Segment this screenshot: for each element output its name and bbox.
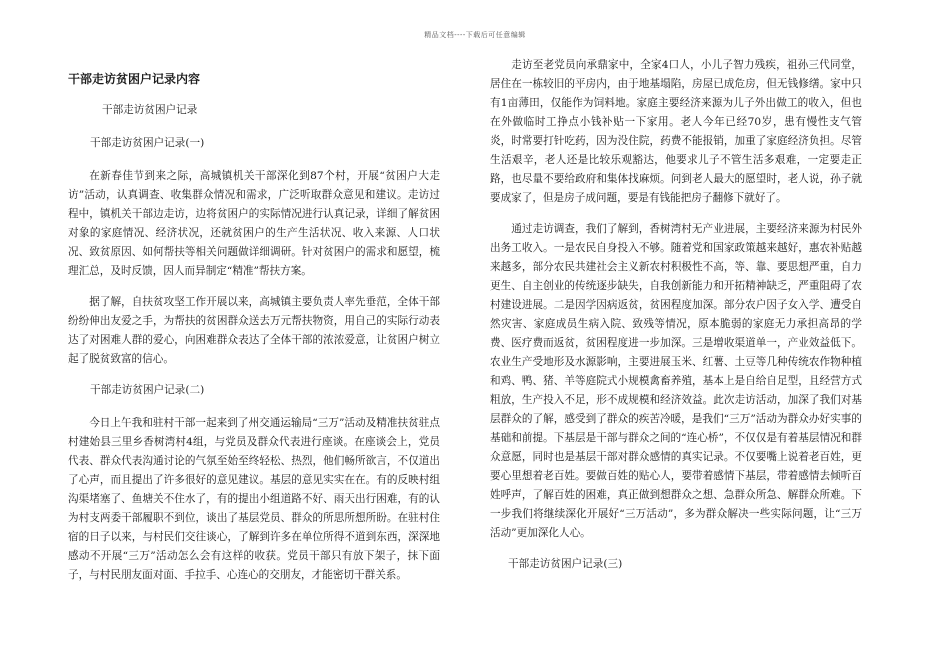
header-note: 精品文档----下载后可任意编辑	[424, 31, 526, 39]
section-heading-3: 干部走访贫困户记录(三)	[508, 558, 623, 570]
left-column	[68, 60, 440, 585]
paragraph: 据了解，自扶贫攻坚工作开展以来，高城镇主要负责人率先垂范，全体干部纷纷伸出友爱之手，为帮扶的贫困群众送去万元帮扶物资，用自己的实际行动表达了对困难人群的爱心，向困难群众表达了全体干部的浓浓爱意，让贫困户树立起了脱贫致富的信心。	[68, 296, 440, 365]
right-column	[490, 56, 862, 588]
document-subtitle: 干部走访贫困户记录	[102, 104, 198, 116]
document-title: 干部走访贫困户记录内容	[68, 72, 201, 86]
paragraph: 走访至老党员向承鼎家中，全家4口人，小儿子智力残疾，祖孙三代同堂，居住在一栋较旧的平房内，由于地基塌陷，房屋已成危房，但无钱修缮。家中只有1亩薄田，仅能作为饲料地。家庭主要经济来源为儿子外出做工的收入，但也在外做临时工挣点小钱补贴一下家用。老人今年已经70岁，患有慢性支气管炎，时常要打针吃药，因为没住院，药费不能报销，加重了家庭经济负担。尽管生活艰辛，老人还是比较乐观豁达，他要求儿子不管生活多艰难，一定要走正路，也尽量不要给政府和集体找麻烦。问到老人最大的愿望时，老人说，孙子就要成家了，但是房子成问题，要是有钱能把房子翻修下就好了。	[490, 59, 862, 204]
paragraph: 今日上午我和驻村干部一起来到了州交通运输局“三万”活动及精准扶贫驻点村建始县三里乡香树湾村4组，与党员及群众代表进行座谈。在座谈会上，党员代表、群众代表沟通讨论的气氛至始至终轻松、热烈，他们畅所欲言，不仅道出了心声，而且提出了许多很好的意见建议。基层的意见实实在在。有的反映村组沟渠堵塞了、鱼塘关不住水了，有的提出小组道路不好、雨天出行困难，有的认为村支两委干部履职不到位，谈出了基层党员、群众的所思所想所盼。在驻村住宿的日子以来，与村民们交往谈心，了解到许多在单位所得不道到东西，深深地感动不开展“三万”活动怎么会有这样的收获。党员干部只有放下架子，抹下面子，与村民朋友面对面、手拉手、心连心的交朋友，才能密切干群关系。	[68, 417, 440, 581]
section-heading-1: 干部走访贫困户记录(一)	[90, 137, 205, 149]
section-heading-2: 干部走访贫困户记录(二)	[90, 384, 205, 396]
paragraph: 在新春佳节到来之际，高城镇机关干部深化到87个村，开展“贫困户大走访”活动，认真调查、收集群众情况和需求，广泛听取群众意见和建议。走访过程中，镇机关干部边走访，边将贫困户的实际情况进行认真记录，详细了解贫困对象的家庭情况、经济状况，还就贫困户的生产生活状况、收入来源、人口状况、致贫原因、如何帮扶等相关问题做详细调研。针对贫困户的需求和愿望，梳理汇总，及时反馈，因人而异制定“精准”帮扶方案。	[68, 170, 440, 277]
paragraph: 通过走访调查，我们了解到，香树湾村无产业进展，主要经济来源为村民外出务工收入。一是农民自身投入不够。随着党和国家政策越来越好，惠农补贴越来越多，部分农民共建社会主义新农村积极性不高，等、靠、要思想严重，自力更生、自主创业的传统逐步缺失，自我创新能力和开拓精神缺乏，严重阻碍了农村建设进展。二是因学因病返贫，贫困程度加深。部分农户因子女入学、遭受自然灾害、家庭成员生病入院、致残等情况，原本脆弱的家庭无力承担高昂的学费、医疗费而返贫，贫困程度进一步加深。三是增收渠道单一，产业效益低下。农业生产受地形及水源影响，主要进展玉米、红薯、土豆等几种传统农作物种植和鸡、鸭、猪、羊等庭院式小规模禽畜养殖，基本上是自给自足型，且经营方式粗放，生产投入不足，形不成规模和经济效益。此次走访活动，加深了我们对基层群众的了解，感受到了群众的疾苦冷暖，是我们“三万”活动为群众办好实事的基础和前提。下基层是干部与群众之间的“连心桥”，不仅仅是有着基层情况和群众意愿，同时也是基层干部对群众感情的真实记录。不仅要嘴上说着老百姓，更要心里想着老百姓。要做百姓的贴心人，要带着感情下基层，带着感情去倾听百姓呼声，了解百姓的困难，真正做到想群众之想、急群众所急、解群众所难。下一步我们将继续深化开展好“三万活动”，多为群众解决一些实际问题，让“三万活动”更加深化人心。	[490, 223, 862, 539]
